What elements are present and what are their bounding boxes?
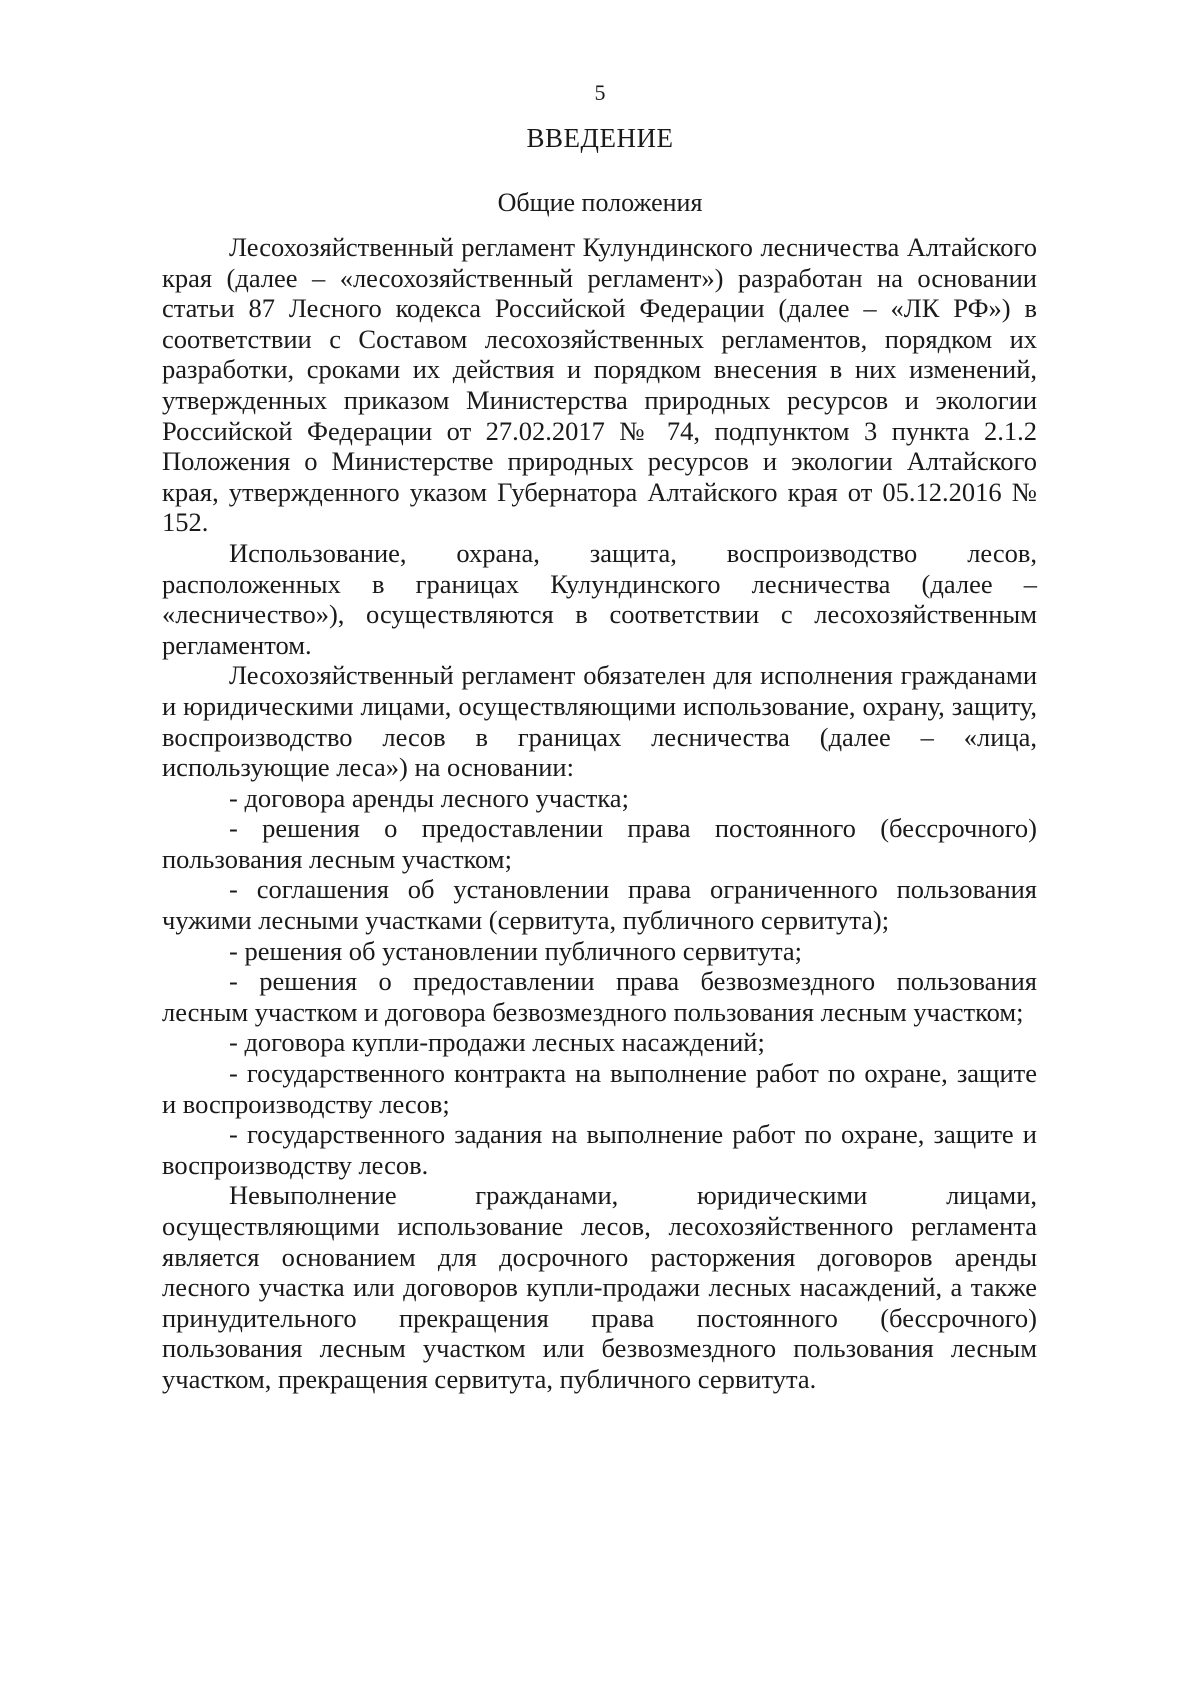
subsection-title: Общие положения [497,188,703,217]
section-title: ВВЕДЕНИЕ [526,123,674,153]
paragraph-forest-use: Использование, охрана, защита, воспроизводство лесов, расположенных в границах Кулундинского лесничества (далее – «лесничество»), осуществляются в соответствии с лесохозяйственным регламентом. [162,537,1037,660]
paragraph-legal-basis: Лесохозяйственный регламент Кулундинского лесничества Алтайского края (далее – «лесохозяйственный регламент») разработан на основании статьи 87 Лесного кодекса Российской Федерации (далее – «ЛК РФ») в соответствии с Составом лесохозяйственных регламентов, порядком их разработки, сроками их действия и порядком внесения в них изменений, утвержденных приказом Министерства природных ресурсов и экологии Российской Федерации от 27.02.2017 № 74, подпунктом 3 пункта 2.1.2 Положения о Министерстве природных ресурсов и экологии Алтайского края, утвержденного указом Губернатора Алтайского края от 05.12.2016 № 152. [162,232,1037,538]
list-item: - решения о предоставлении права постоянного (бессрочного) пользования лесным участком; [162,813,1037,874]
page-number: 5 [594,80,606,105]
list-item: - решения об установлении публичного сервитута; [229,935,803,966]
body-text [162,232,1037,1395]
list-item: - договора аренды лесного участка; [229,782,629,813]
list-item: - решения о предоставлении права безвозмездного пользования лесным участком и договора безвозмездного пользования лесным участком; [162,966,1037,1027]
paragraph-non-compliance: Невыполнение гражданами, юридическими лицами, осуществляющими использование лесов, лесохозяйственного регламента является основанием для досрочного расторжения договоров аренды лесного участка или договоров купли-продажи лесных насаждений, а также принудительного прекращения права постоянного (бессрочного) пользования лесным участком или безвозмездного пользования лесным участком, прекращения сервитута, публичного сервитута. [162,1180,1037,1394]
list-item: - соглашения об установлении права ограниченного пользования чужими лесными участками (сервитута, публичного сервитута); [162,874,1037,936]
paragraph-obligation: Лесохозяйственный регламент обязателен для исполнения гражданами и юридическими лицами, осуществляющими использование, охрану, защиту, воспроизводство лесов в границах лесничества (далее – «лица, использующие леса») на основании: [162,660,1037,783]
list-item: - государственного задания на выполнение работ по охране, защите и воспроизводству лесов. [162,1119,1037,1180]
list-item: - договора купли-продажи лесных насаждений; [229,1027,765,1058]
list-item: - государственного контракта на выполнение работ по охране, защите и воспроизводству лесов; [162,1058,1037,1119]
